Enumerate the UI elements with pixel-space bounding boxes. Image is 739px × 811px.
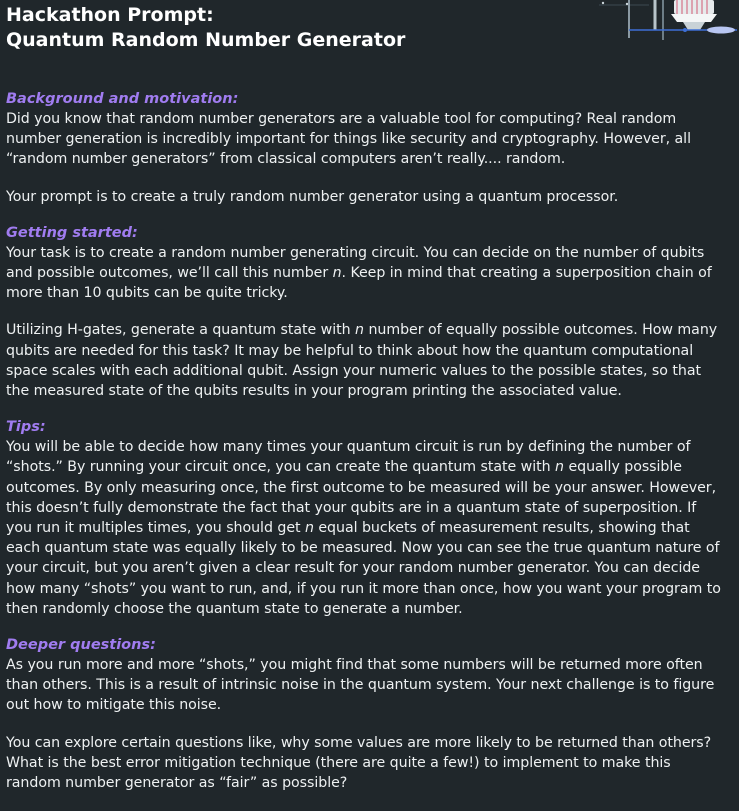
section-heading-getting-started: Getting started: <box>6 224 138 241</box>
section-heading-deeper-questions: Deeper questions: <box>6 637 156 654</box>
page-title <box>6 3 405 53</box>
section-background <box>6 89 721 207</box>
deeper-paragraph-2: You can explore certain questions like, why some values are more likely to be returned than others? What is the best error mitigation technique (there are quite a few!) to implement to make this random number generator as “fair” as possible? <box>6 734 712 792</box>
getting-started-paragraph-2: Utilizing H-gates, generate a quantum state with n number of equally possible outcomes. How many qubits are needed for this task? It may be helpful to think about how the quantum computational space scales with each additional qubit. Assign your numeric values to the possible states, so that the measured state of the qubits results in your program printing the associated value. <box>6 322 718 400</box>
deeper-paragraph-1: As you run more and more “shots,” you might find that some numbers will be returned more often than others. This is a result of intrinsic noise in the quantum system. Your next challenge is to figure out how to mitigate this noise. <box>6 657 715 714</box>
section-tips <box>6 417 721 619</box>
title-line-2: Quantum Random Number Generator <box>6 29 406 51</box>
background-paragraph-1: Did you know that random number generators are a valuable tool for computing? Real random number generation is incredibly important for things like security and cryptography. However, all “random number generators” from classical computers aren’t really.... random. <box>6 111 691 168</box>
tips-paragraph-1: You will be able to decide how many times your quantum circuit is run by defining the number of “shots.” By running your circuit once, you can create the quantum state with n equally possible outcomes. By only measuring once, the first outcome to be measured will be your answer. However, this doesn’t fully demonstrate the fact that your qubits are in a quantum state of superposition. If you run it multiples times, you should get n equal buckets of measurement results, showing that each quantum state was equally likely to be measured. Now you can see the true quantum nature of your circuit, but you aren’t given a clear result for your random number generator. You can decide how many “shots” you want to run, and, if you run it more than once, how you want your program to then randomly choose the quantum state to generate a number. <box>6 439 721 617</box>
getting-started-paragraph-1: Your task is to create a random number generating circuit. You can decide on the number of qubits and possible outcomes, we’ll call this number n. Keep in mind that creating a superposition chain of more than 10 qubits can be quite tricky. <box>6 244 712 302</box>
section-deeper-questions <box>6 635 721 793</box>
section-getting-started <box>6 223 721 401</box>
quantum-chip-illustration-icon <box>589 0 739 40</box>
background-paragraph-2: Your prompt is to create a truly random number generator using a quantum processor. <box>6 188 619 205</box>
prompt-content <box>6 89 721 793</box>
section-heading-background: Background and motivation: <box>6 91 239 107</box>
title-line-1: Hackathon Prompt: <box>6 4 214 26</box>
section-heading-tips: Tips: <box>6 419 46 436</box>
